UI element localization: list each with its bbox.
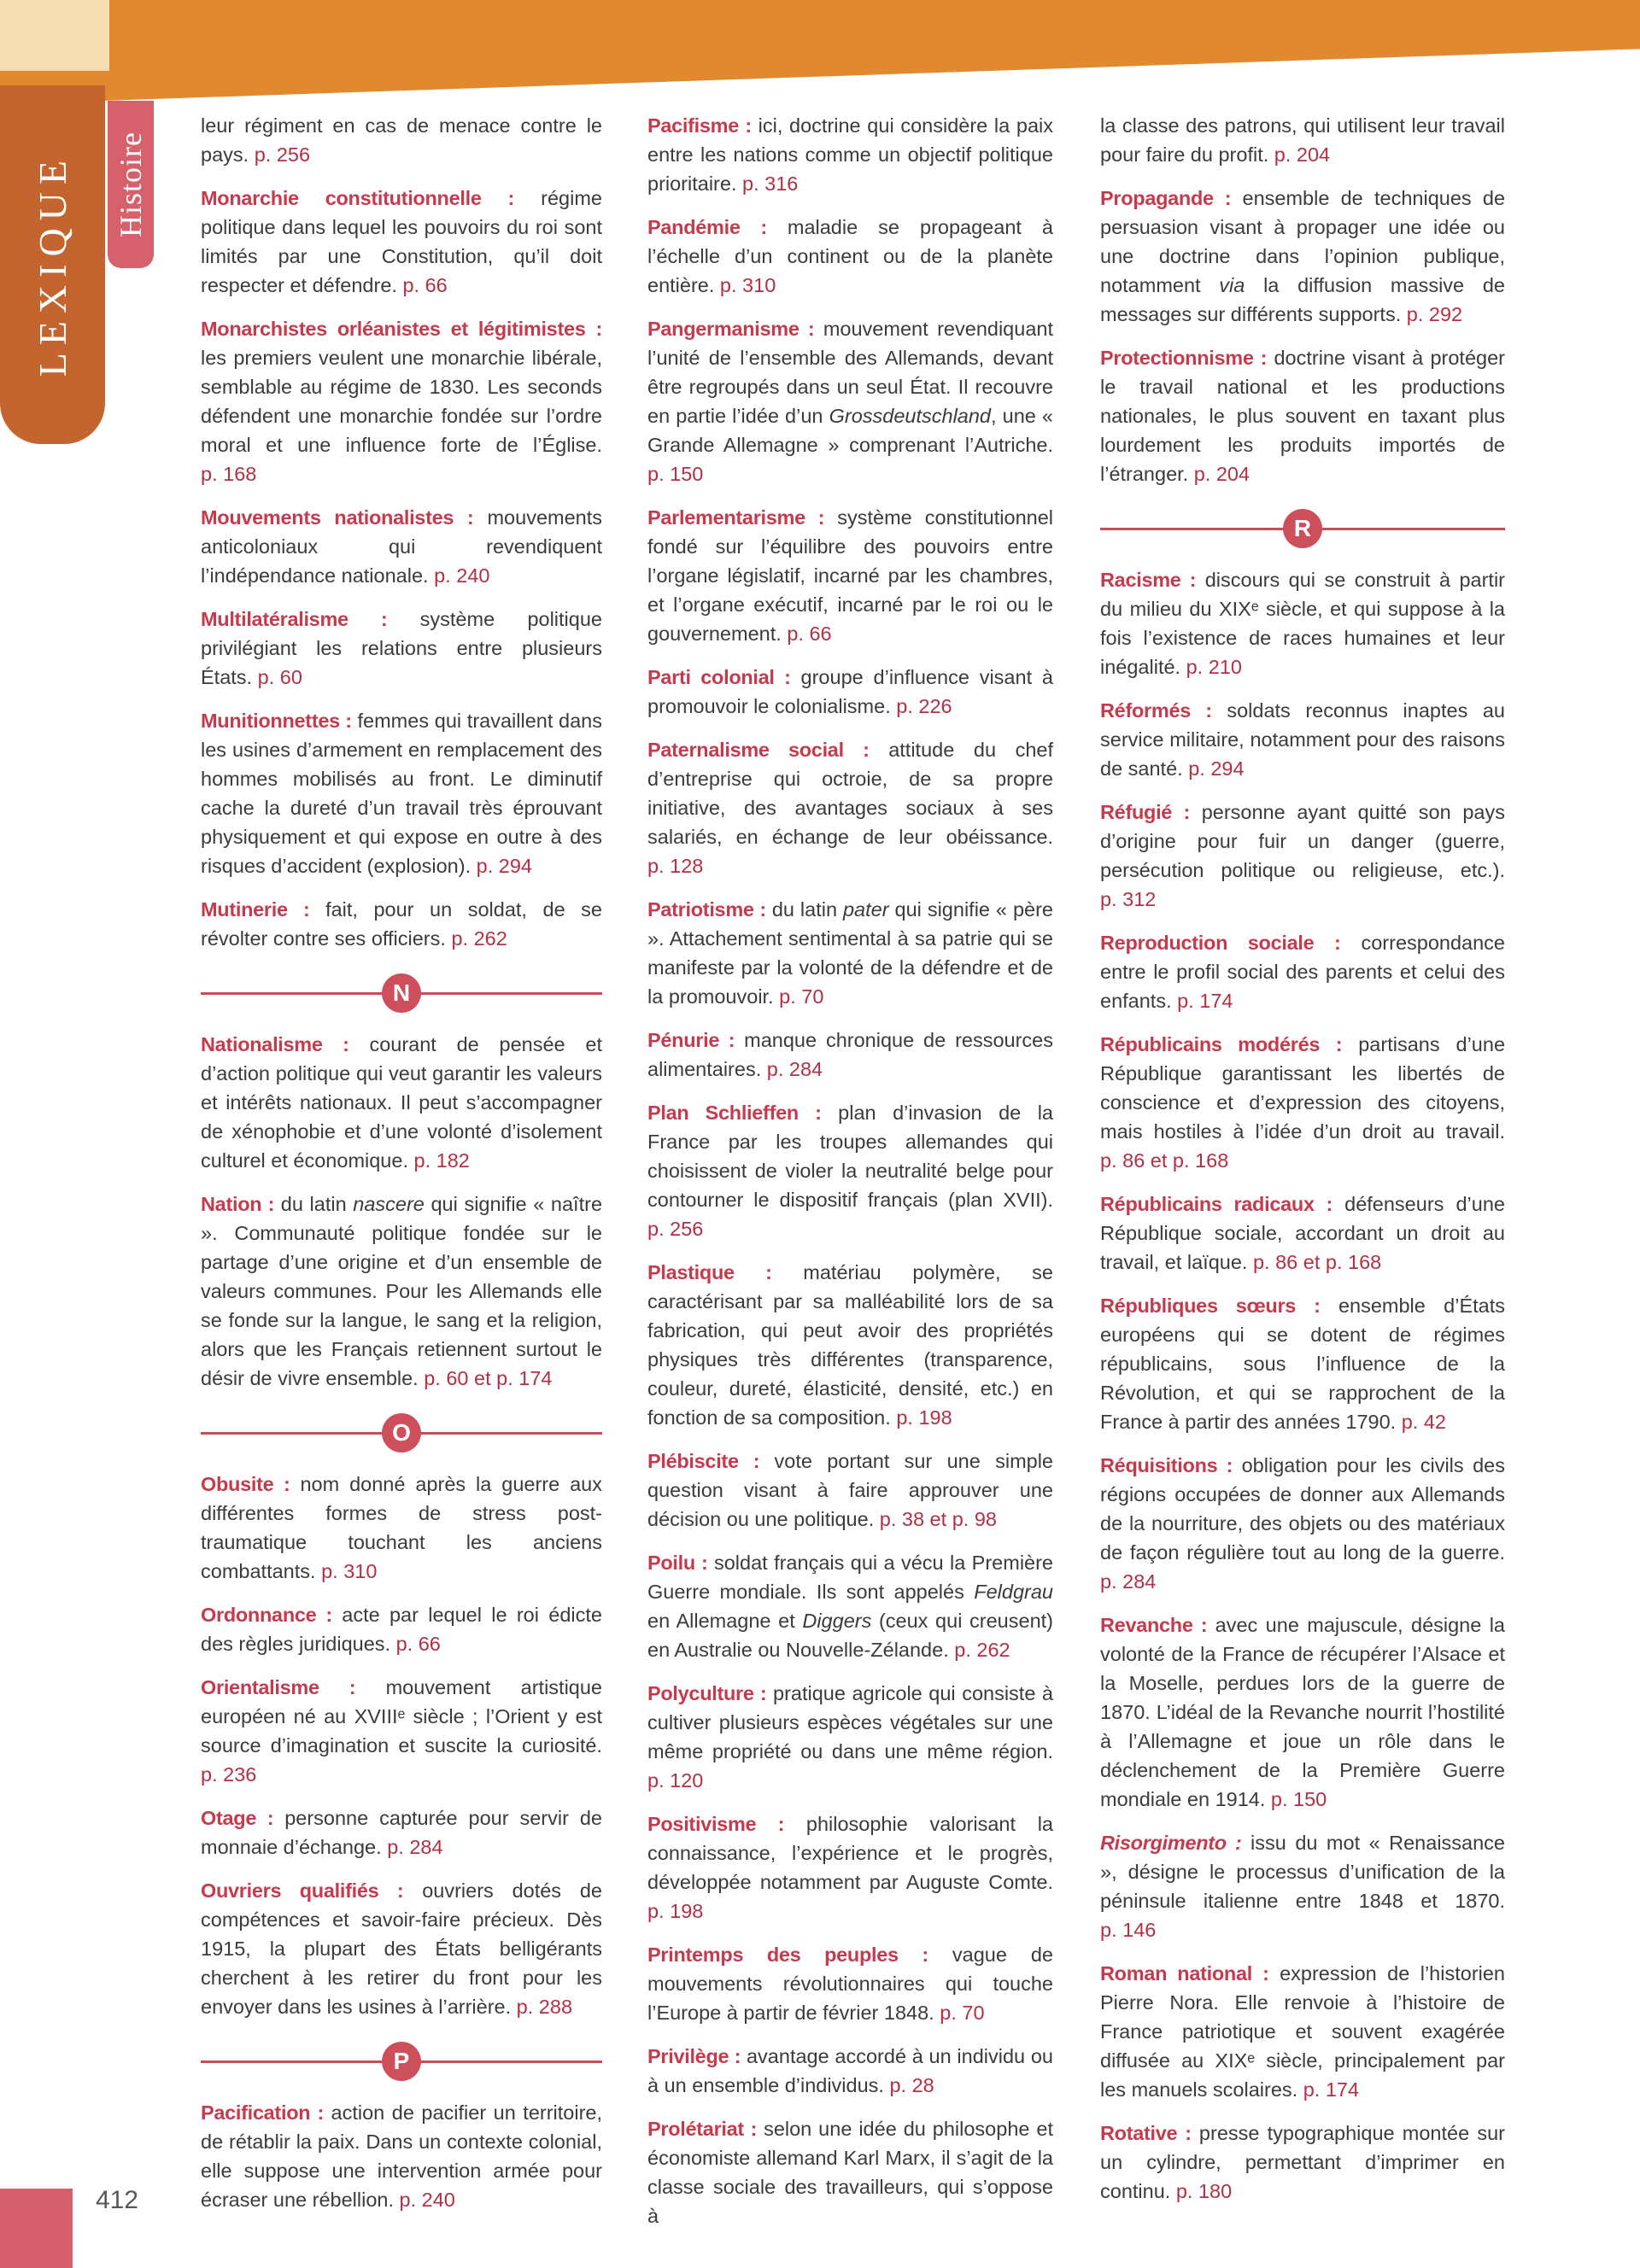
glossary-entry: Positivisme : philosophie valorisant la connaissance, l’expérience et le progrès, développée notamment par Auguste Comte. p. 198 bbox=[647, 1813, 1053, 1922]
glossary-entry: Reproduction sociale : correspondance entre le profil social des parents et celui des enfants. p. 174 bbox=[1100, 932, 1505, 1012]
entry-term: Mouvements nationalistes : bbox=[201, 506, 474, 529]
glossary-entry: Nation : du latin nascere qui signifie « naître ». Communauté politique fondée sur le partage d’une origine et d’un ensemble de valeurs communes. Pour les Allemands elle se fonde sur la langue, le sang et la religion, alors que les Français retiennent surtout le désir de vivre ensemble. p. 60 et p. 174 bbox=[201, 1193, 603, 1389]
glossary-entry: Pacifisme : ici, doctrine qui considère la paix entre les nations comme un objectif politique prioritaire. p. 316 bbox=[647, 114, 1053, 195]
glossary-entry: Parlementarisme : système constitutionnel fondé sur l’équilibre des pouvoirs entre l’organe législatif, incarné par les chambres, et l’organe exécutif, incarné par le roi ou le gouvernement. p. 66 bbox=[647, 506, 1054, 645]
lexique-sidebar bbox=[0, 85, 105, 444]
footer-accent-square bbox=[0, 2189, 73, 2268]
letter-badge: P bbox=[382, 2042, 421, 2081]
page-number: 412 bbox=[96, 2186, 139, 2214]
glossary-entry: Polyculture : pratique agricole qui consiste à cultiver plusieurs espèces végétales sur une même propriété ou dans une même région. p. 120 bbox=[647, 1682, 1054, 1792]
entry-term: Pacifisme : bbox=[647, 114, 752, 137]
letter-badge: N bbox=[382, 973, 421, 1013]
glossary-entry: Nationalisme : courant de pensée et d’action politique qui veut garantir les valeurs et intérêts nationaux. Il peut s’accompagner de xénophobie et d’une volonté d’isolement culturel et économique. p. 182 bbox=[201, 1033, 602, 1172]
page-reference: p. 66 bbox=[395, 1633, 441, 1655]
page-reference: p. 180 bbox=[1175, 2180, 1233, 2202]
column-3 bbox=[1100, 111, 1505, 2220]
entry-term: Ordonnance : bbox=[201, 1604, 332, 1626]
page-reference: p. 256 bbox=[254, 143, 311, 166]
glossary-entry: Munitionnettes : femmes qui travaillent dans les usines d’armement en remplacement des hommes mobilisés au front. Le diminutif cache la dureté d’un travail très éprouvant physiquement et qui expose en outre à des risques d’accident (explosion). p. 294 bbox=[201, 710, 603, 877]
entry-term: Polyculture : bbox=[647, 1682, 767, 1704]
page-reference: p. 182 bbox=[413, 1149, 470, 1172]
page-reference: p. 120 bbox=[647, 1769, 704, 1792]
subject-tab-histoire bbox=[108, 101, 154, 268]
column-1 bbox=[201, 111, 602, 2229]
entry-term: Multilatéralisme : bbox=[201, 608, 388, 630]
page-reference: p. 236 bbox=[201, 1763, 257, 1786]
page-reference: p. 310 bbox=[719, 274, 776, 296]
glossary-entry: Privilège : avantage accordé à un individu ou à un ensemble d’individus. p. 28 bbox=[647, 2045, 1053, 2096]
glossary-entry: Prolétariat : selon une idée du philosophe et économiste allemand Karl Marx, il s’agit de la classe sociale des travailleurs, qui s’oppose à bbox=[647, 2118, 1053, 2227]
page-reference: p. 128 bbox=[647, 855, 704, 877]
glossary-entry: Républicains radicaux : défenseurs d’une République sociale, accordant un droit au travail, et laïque. p. 86 et p. 168 bbox=[1100, 1193, 1505, 1273]
page-reference: p. 66 bbox=[402, 274, 448, 296]
glossary-entry: Otage : personne capturée pour servir de monnaie d’échange. p. 284 bbox=[201, 1807, 602, 1858]
page-reference: p. 284 bbox=[1100, 1570, 1157, 1593]
entry-term: Monarchie constitutionnelle : bbox=[201, 187, 514, 209]
page-reference: p. 316 bbox=[742, 172, 799, 195]
page-reference: p. 204 bbox=[1193, 463, 1250, 485]
page-reference: p. 42 bbox=[1401, 1411, 1447, 1433]
glossary-entry: Ordonnance : acte par lequel le roi édicte des règles juridiques. p. 66 bbox=[201, 1604, 602, 1655]
glossary-entry: Mouvements nationalistes : mouvements anticoloniaux qui revendiquent l’indépendance nationale. p. 240 bbox=[201, 506, 603, 587]
glossary-entry: Roman national : expression de l’historien Pierre Nora. Elle renvoie à l’histoire de France patriotique et souvent exagérée diffusée au XIXᵉ siècle, principalement par les manuels scolaires. p. 174 bbox=[1100, 1962, 1505, 2101]
entry-term: Obusite : bbox=[201, 1473, 290, 1495]
entry-term: Protectionnisme : bbox=[1100, 347, 1268, 369]
page-reference: p. 294 bbox=[1188, 757, 1245, 780]
entry-term: Reproduction sociale : bbox=[1100, 932, 1341, 954]
page-reference: p. 60 bbox=[257, 666, 302, 688]
glossary-entry: Monarchistes orléanistes et légitimistes : les premiers veulent une monarchie libérale, semblable au régime de 1830. Les seconds défendent une monarchie fondée sur l’ordre moral et une influence forte de l’Église. p. 168 bbox=[201, 318, 602, 485]
page-reference: p. 198 bbox=[647, 1900, 704, 1922]
entry-term: Propagande : bbox=[1100, 187, 1232, 209]
page-reference: p. 174 bbox=[1177, 990, 1233, 1012]
glossary-entry: Patriotisme : du latin pater qui signifie « père ». Attachement sentimental à sa patrie qui se manifeste par la volonté de la défendre et de la promouvoir. p. 70 bbox=[647, 898, 1053, 1008]
page-reference: p. 38 et p. 98 bbox=[879, 1508, 997, 1530]
page-reference: p. 262 bbox=[954, 1639, 1010, 1661]
glossary-entry: Revanche : avec une majuscule, désigne la volonté de la France de récupérer l’Alsace et la Moselle, perdues lors de la guerre de 1870. L’idéal de la Revanche nourrit l’hostilité à l’Allemagne et joue un rôle dans le déclenchement de la Première Guerre mondiale en 1914. p. 150 bbox=[1100, 1614, 1506, 1810]
column-2 bbox=[647, 111, 1053, 2245]
entry-term: Plan Schlieffen : bbox=[647, 1102, 822, 1124]
glossary-entry: Ouvriers qualifiés : ouvriers dotés de compétences et savoir-faire précieux. Dès 1915, la plupart des États belligérants cherchent à les retirer du front pour les envoyer dans les usines à l’arrière. p. 288 bbox=[201, 1879, 602, 2018]
page-reference: p. 240 bbox=[434, 564, 490, 587]
glossary-entry: Pangermanisme : mouvement revendiquant l’unité de l’ensemble des Allemands, devant être regroupés dans un seul État. Il recouvre en partie l’idée d’un Grossdeutschland, une « Grande Allemagne » comprenant l’Autriche. p. 150 bbox=[647, 318, 1054, 485]
entry-term: Roman national : bbox=[1100, 1962, 1269, 1984]
entry-term: Racisme : bbox=[1100, 569, 1197, 591]
glossary-entry: Risorgimento : issu du mot « Renaissance », désigne le processus d’unification de la péninsule italienne entre 1848 et 1870. p. 146 bbox=[1100, 1832, 1505, 1941]
page-reference: p. 240 bbox=[399, 2189, 455, 2211]
glossary-entry: Racisme : discours qui se construit à partir du milieu du XIXᵉ siècle, et qui suppose à la fois l’existence de races humaines et leur inégalité. p. 210 bbox=[1100, 569, 1505, 678]
entry-term: Mutinerie : bbox=[201, 898, 310, 921]
letter-badge: R bbox=[1283, 509, 1322, 548]
entry-continuation: leur régiment en cas de menace contre le pays. p. 256 bbox=[201, 114, 602, 166]
entry-term: Positivisme : bbox=[647, 1813, 785, 1835]
entry-term: Pandémie : bbox=[647, 216, 767, 238]
glossary-entry: Réformés : soldats reconnus inaptes au service militaire, notamment pour des raisons de santé. p. 294 bbox=[1100, 699, 1506, 780]
glossary-entry: Monarchie constitutionnelle : régime politique dans lequel les pouvoirs du roi sont limités par une Constitution, qu’il doit respecter et défendre. p. 66 bbox=[201, 187, 602, 296]
glossary-entry: Multilatéralisme : système politique privilégiant les relations entre plusieurs États. p. 60 bbox=[201, 608, 602, 688]
glossary-entry: Pénurie : manque chronique de ressources alimentaires. p. 284 bbox=[647, 1029, 1054, 1080]
letter-divider-R bbox=[1100, 509, 1505, 548]
glossary-entry: Printemps des peuples : vague de mouvements révolutionnaires qui touche l’Europe à partir de février 1848. p. 70 bbox=[647, 1944, 1053, 2024]
glossary-entry: Réfugié : personne ayant quitté son pays d’origine pour fuir un danger (guerre, persécution politique ou religieuse, etc.). p. 312 bbox=[1100, 801, 1505, 910]
glossary-entry: Réquisitions : obligation pour les civils des régions occupées de donner aux Allemands de la nourriture, des objets ou des matériaux de façon régulière tout au long de la guerre. p. 284 bbox=[1100, 1454, 1506, 1593]
entry-term: Munitionnettes : bbox=[201, 710, 352, 732]
page-reference: p. 288 bbox=[516, 1996, 573, 2018]
page-reference: p. 262 bbox=[451, 927, 507, 950]
entry-term: Parti colonial : bbox=[647, 666, 791, 688]
glossary-entry: Pandémie : maladie se propageant à l’échelle d’un continent ou de la planète entière. p. 310 bbox=[647, 216, 1054, 296]
page-reference: p. 256 bbox=[647, 1218, 704, 1240]
glossary-entry: Républicains modérés : partisans d’une République garantissant les libertés de conscience et d’expression des citoyens, mais hostiles à l’idée d’un droit au travail. p. 86 et p. 168 bbox=[1100, 1033, 1506, 1172]
page-reference: p. 70 bbox=[940, 2002, 985, 2024]
page-reference: p. 60 et p. 174 bbox=[424, 1367, 553, 1389]
entry-term: Nationalisme : bbox=[201, 1033, 349, 1055]
glossary-entry: Poilu : soldat français qui a vécu la Première Guerre mondiale. Ils sont appelés Feldgrau en Allemagne et Diggers (ceux qui creusent) en Australie ou Nouvelle-Zélande. p. 262 bbox=[647, 1552, 1054, 1661]
entry-term: Pacification : bbox=[201, 2101, 325, 2124]
page-reference: p. 198 bbox=[896, 1406, 952, 1429]
entry-term: Plébiscite : bbox=[647, 1450, 760, 1472]
page-reference: p. 284 bbox=[766, 1058, 823, 1080]
glossary-entry: Plébiscite : vote portant sur une simple question visant à faire approuver une décision ou une politique. p. 38 et p. 98 bbox=[647, 1450, 1053, 1530]
entry-term: Réquisitions : bbox=[1100, 1454, 1233, 1476]
page-reference: p. 28 bbox=[889, 2074, 934, 2096]
page-reference: p. 310 bbox=[321, 1560, 378, 1582]
entry-continuation: la classe des patrons, qui utilisent leur travail pour faire du profit. p. 204 bbox=[1100, 114, 1505, 166]
glossary-entry: Propagande : ensemble de techniques de persuasion visant à propager une idée ou une doctrine dans l’opinion publique, notamment via la diffusion massive de messages sur différents supports. p. 292 bbox=[1100, 187, 1506, 325]
entry-term: Parlementarisme : bbox=[647, 506, 825, 529]
glossary-entry: Rotative : presse typographique montée sur un cylindre, permettant d’imprimer en continu. p. 180 bbox=[1100, 2122, 1505, 2202]
glossary-entry: Plastique : matériau polymère, se caractérisant par sa malléabilité lors de sa fabrication, qui peut avoir des propriétés physiques très différentes (transparence, couleur, dureté, élasticité, densité, etc.) en fonction de sa composition. p. 198 bbox=[647, 1261, 1053, 1429]
letter-divider-N bbox=[201, 973, 602, 1013]
page-reference: p. 168 bbox=[201, 463, 257, 485]
entry-term: Revanche : bbox=[1100, 1614, 1208, 1636]
entry-term: Orientalisme : bbox=[201, 1676, 356, 1698]
glossary-entry: Paternalisme social : attitude du chef d’entreprise qui octroie, de sa propre initiative, des avantages sociaux à ses salariés, en échange de leur obéissance. p. 128 bbox=[647, 739, 1054, 877]
entry-term: Monarchistes orléanistes et légitimistes : bbox=[201, 318, 602, 340]
letter-divider-O bbox=[201, 1413, 602, 1453]
entry-term: Plastique : bbox=[647, 1261, 772, 1283]
page-reference: p. 204 bbox=[1274, 143, 1331, 166]
page-reference: p. 70 bbox=[779, 985, 824, 1008]
entry-term: Pangermanisme : bbox=[647, 318, 815, 340]
page-reference: p. 226 bbox=[896, 695, 952, 717]
page-reference: p. 146 bbox=[1100, 1919, 1157, 1941]
entry-term: Nation : bbox=[201, 1193, 275, 1215]
page-reference: p. 86 et p. 168 bbox=[1252, 1251, 1382, 1273]
corner-accent bbox=[0, 0, 109, 71]
entry-term: Pénurie : bbox=[647, 1029, 735, 1051]
glossary-entry: Mutinerie : fait, pour un soldat, de se révolter contre ses officiers. p. 262 bbox=[201, 898, 602, 950]
entry-term: Républiques sœurs : bbox=[1100, 1295, 1321, 1317]
subject-tab-label: Histoire bbox=[114, 132, 148, 237]
entry-term: Poilu : bbox=[647, 1552, 708, 1574]
page-reference: p. 312 bbox=[1100, 888, 1157, 910]
page-reference: p. 292 bbox=[1406, 303, 1463, 325]
entry-term: Privilège : bbox=[647, 2045, 741, 2067]
entry-term: Rotative : bbox=[1100, 2122, 1192, 2144]
entry-term: Paternalisme social : bbox=[647, 739, 870, 761]
header-band bbox=[0, 0, 1640, 104]
glossary-entry: Orientalisme : mouvement artistique européen né au XVIIIᵉ siècle ; l’Orient y est source d’imagination et suscite la curiosité. p. 236 bbox=[201, 1676, 602, 1786]
page-reference: p. 174 bbox=[1303, 2078, 1360, 2101]
glossary-entry: Protectionnisme : doctrine visant à protéger le travail national et les productions nationales, le plus souvent en taxant plus lourdement les produits importés de l’étranger. p. 204 bbox=[1100, 347, 1505, 485]
glossary-entry: Obusite : nom donné après la guerre aux différentes formes de stress post-traumatique touchant les anciens combattants. p. 310 bbox=[201, 1473, 602, 1582]
page-reference: p. 294 bbox=[476, 855, 532, 877]
glossary-entry: Républiques sœurs : ensemble d’États européens qui se dotent de régimes républicains, sous l’influence de la Révolution, et qui se rapprochent de la France à partir des années 1790. p. 42 bbox=[1100, 1295, 1505, 1433]
page-reference: p. 150 bbox=[1270, 1788, 1327, 1810]
entry-term: Prolétariat : bbox=[647, 2118, 758, 2140]
page-reference: p. 210 bbox=[1186, 656, 1242, 678]
entry-term: Républicains modérés : bbox=[1100, 1033, 1343, 1055]
page-reference: p. 150 bbox=[647, 463, 704, 485]
entry-term: Patriotisme : bbox=[647, 898, 766, 921]
glossary-entry: Plan Schlieffen : plan d’invasion de la France par les troupes allemandes qui choisissent de violer la neutralité belge pour contourner le dispositif français (plan XVII). p. 256 bbox=[647, 1102, 1054, 1240]
letter-divider-P bbox=[201, 2042, 602, 2081]
page-reference: p. 284 bbox=[387, 1836, 443, 1858]
entry-term: Réformés : bbox=[1100, 699, 1212, 722]
entry-term: Républicains radicaux : bbox=[1100, 1193, 1333, 1215]
page-reference: p. 86 et p. 168 bbox=[1100, 1149, 1229, 1172]
entry-term: Ouvriers qualifiés : bbox=[201, 1879, 404, 1902]
glossary-entry: Parti colonial : groupe d’influence visant à promouvoir le colonialisme. p. 226 bbox=[647, 666, 1053, 717]
entry-term: Risorgimento : bbox=[1100, 1832, 1242, 1854]
entry-term: Réfugié : bbox=[1100, 801, 1190, 823]
entry-term: Printemps des peuples : bbox=[647, 1944, 928, 1966]
page-reference: p. 66 bbox=[787, 623, 832, 645]
lexique-label: LEXIQUE bbox=[30, 152, 74, 377]
letter-badge: O bbox=[382, 1413, 421, 1453]
entry-term: Otage : bbox=[201, 1807, 274, 1829]
glossary-entry: Pacification : action de pacifier un territoire, de rétablir la paix. Dans un contexte colonial, elle suppose une intervention armée pour écraser une rébellion. p. 240 bbox=[201, 2101, 603, 2211]
